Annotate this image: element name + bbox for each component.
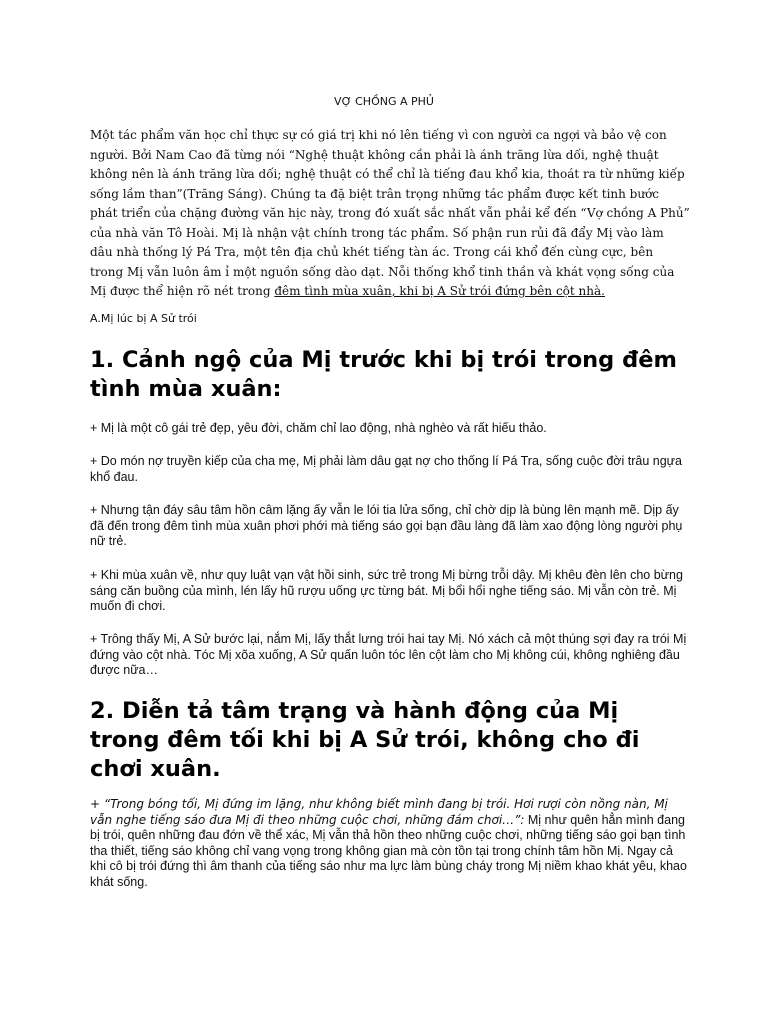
document-title: VỢ CHỒNG A PHỦ	[334, 95, 434, 108]
paragraph-4: + Khi mùa xuân về, như quy luật vạn vật hồi sinh, sức trẻ trong Mị bừng trỗi dậy. Mị khêu đèn lên cho bừng sáng căn buồng của mình, lén lấy hũ rượu uống ực từng bát. Mị bổi hổi nghe tiếng sáo. Mị vẫn còn trẻ. Mị muốn đi chơi.	[90, 568, 683, 613]
paragraph-6	[90, 797, 690, 890]
section-label: A.Mị lúc bị A Sử trói	[90, 312, 197, 325]
paragraph-2: + Do món nợ truyền kiếp của cha mẹ, Mị phải làm dâu gạt nợ cho thống lí Pá Tra, sống cuộc đời trâu ngựa khổ đau.	[90, 454, 682, 484]
intro-paragraph	[90, 126, 690, 302]
quote-text: + “Trong bóng tối, Mị đứng im lặng, như không biết mình đang bị trói. Hơi rượi còn nồng nàn, Mị vẫn nghe tiếng sáo đưa Mị đi theo những cuộc chơi, những đám chơi…”:	[90, 797, 668, 827]
paragraph-3: + Nhưng tận đáy sâu tâm hồn câm lặng ấy vẫn le lói tia lửa sống, chỉ chờ dịp là bùng lên mạnh mẽ. Dịp ấy đã đến trong đêm tình mùa xuân phơi phới mà tiếng sáo gọi bạn đầu làng đã làm xao động lòng người phụ nữ trẻ.	[90, 503, 683, 548]
paragraph-6-body: Mị như quên hẳn mình đang bị trói, quên những đau đớn về thể xác, Mị vẫn thả hồn theo những cuộc chơi, những tiếng sáo gọi bạn tình tha thiết, tiếng sáo không chỉ vang vọng trong không gian mà còn tồn tại trong chính tâm hồn Mị. Ngay cả khi cô bị trói đứng thì âm thanh của tiếng sáo như ma lực làm bùng cháy trong Mị niềm khao khát yêu, khao khát sống.	[90, 812, 687, 889]
intro-text: Một tác phẩm văn học chỉ thực sự có giá trị khi nó lên tiếng vì con người ca ngợi và bảo vệ con người. Bởi Nam Cao đã từng nói “Nghệ thuật không cần phải là ánh trăng lừa dối, nghệ thuật không nên là ánh trăng lừa dối; nghệ thuật có thể chỉ là tiếng đau khổ kia, thoát ra từ những kiếp sống lầm than”(Trăng Sáng). Chúng ta đặ biệt trân trọng những tác phẩm được kết tinh bước phát triển của chặng đường văn hịc này, trong đó xuất sắc nhất vẫn phải kể đến “Vợ chồng A Phủ” của nhà văn Tô Hoài. Mị là nhận vật chính trong tác phẩm. Số phận run rủi đã đẩy Mị vào làm dâu nhà thống lý Pá Tra, một tên địa chủ khét tiếng tàn ác. Trong cái khổ đến cùng cực, bên trong Mị vẫn luôn âm ỉ một nguồn sống dào dạt. Nỗi thống khổ tinh thần và khát vọng sống của Mị được thể hiện rõ nét trong	[90, 128, 690, 298]
paragraph-1: + Mị là một cô gái trẻ đẹp, yêu đời, chăm chỉ lao động, nhà nghèo và rất hiếu thảo.	[90, 421, 547, 435]
heading-1: 1. Cảnh ngộ của Mị trước khi bị trói trong đêm tình mùa xuân:	[90, 347, 677, 402]
intro-underlined-text: đêm tình mùa xuân, khi bị A Sử trói đứng bên cột nhà.	[274, 284, 605, 298]
heading-2: 2. Diễn tả tâm trạng và hành động của Mị trong đêm tối khi bị A Sử trói, không cho đi chơi xuân.	[90, 698, 640, 782]
paragraph-5: + Trông thấy Mị, A Sử bước lại, nắm Mị, lấy thắt lưng trói hai tay Mị. Nó xách cả một thúng sợi đay ra trói Mị đứng vào cột nhà. Tóc Mị xõa xuống, A Sử quấn luôn tóc lên cột làm cho Mị không cúi, không nghiêng đầu được nữa…	[90, 632, 687, 677]
